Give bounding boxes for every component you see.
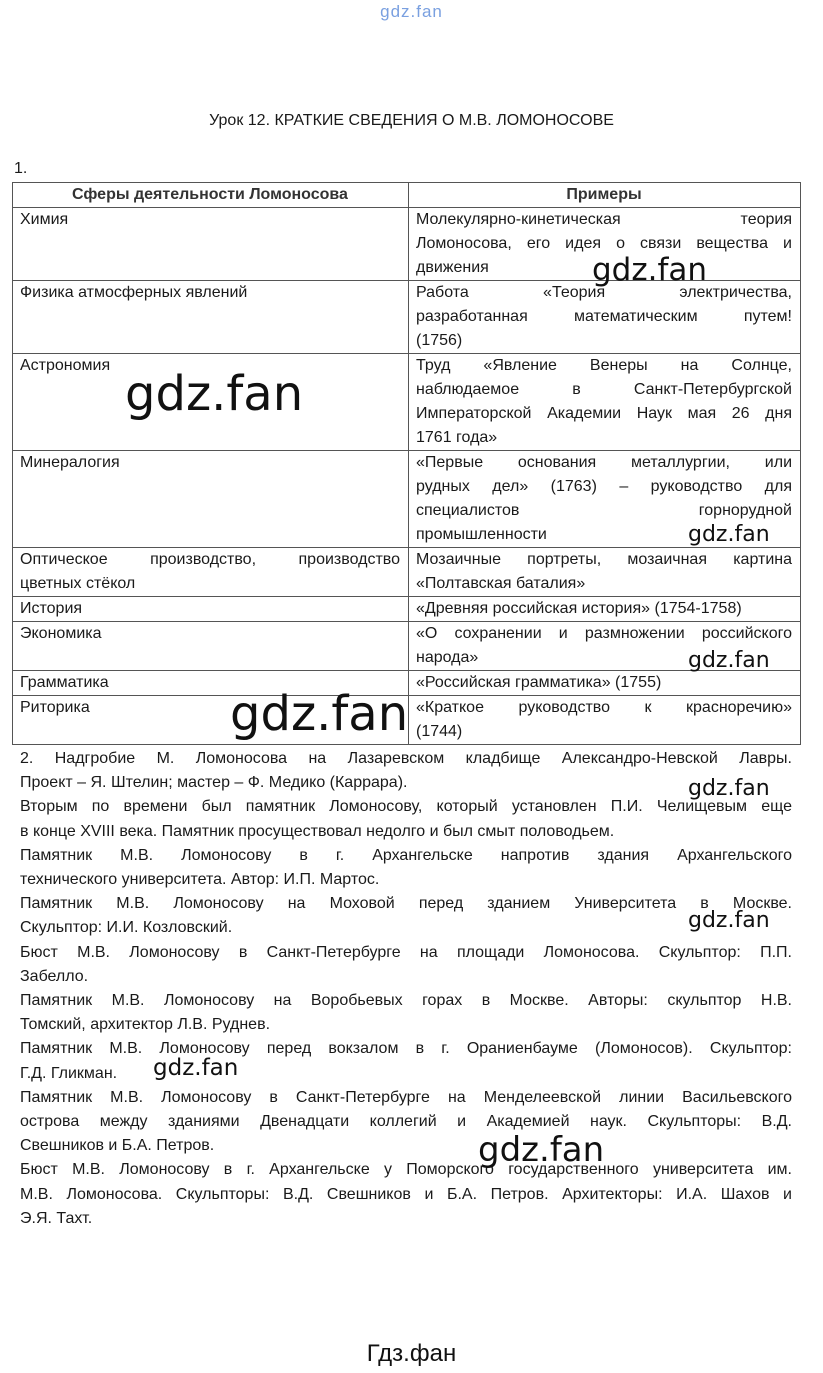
watermark: gdz.fan bbox=[230, 686, 409, 742]
paragraph-line: Г.Д. Гликман. bbox=[20, 1064, 118, 1082]
example-text: Молекулярно-кинетическая теория bbox=[416, 211, 792, 228]
paragraph-line: острова между зданиями Двенадцати коллегий и Академией наук. Скульпторы: В.Д. bbox=[20, 1113, 792, 1131]
example-text: Работа «Теория электричества, bbox=[416, 284, 792, 301]
monument-paragraph bbox=[20, 892, 792, 940]
example-text: специалистов горнорудной bbox=[416, 502, 792, 519]
paragraph-line: Вторым по времени был памятник Ломоносову, который установлен П.И. Челищевым еще bbox=[20, 798, 792, 816]
watermark: gdz.fan bbox=[478, 1130, 605, 1170]
footer-brand: Гдз.фан bbox=[366, 1340, 457, 1367]
example-text: «Древняя российская история» (1754-1758) bbox=[416, 600, 742, 617]
monument-paragraph bbox=[20, 941, 792, 989]
paragraph-line: Бюст М.В. Ломоносову в г. Архангельске у Поморского государственного университета им. bbox=[20, 1161, 792, 1179]
paragraph-line: в конце XVIII века. Памятник просуществовал недолго и был смыт половодьем. bbox=[20, 822, 615, 840]
example-cell bbox=[409, 354, 801, 451]
task-number: 1. bbox=[14, 160, 28, 177]
paragraph-line: 2. Надгробие М. Ломоносова на Лазаревском кладбище Александро-Невской Лавры. bbox=[20, 750, 792, 767]
example-text: промышленности bbox=[416, 526, 547, 543]
sphere-text: Минералогия bbox=[20, 454, 120, 471]
table-row bbox=[13, 597, 801, 622]
watermark: gdz.fan bbox=[688, 908, 770, 933]
top-watermark: gdz.fan bbox=[380, 2, 443, 21]
sphere-text: Оптическое производство, производство bbox=[20, 551, 400, 568]
sphere-text: цветных стёкол bbox=[20, 575, 136, 592]
watermark: gdz.fan bbox=[125, 366, 304, 422]
table-row bbox=[13, 548, 801, 597]
monument-paragraph bbox=[20, 989, 792, 1037]
paragraph-line: технического университета. Автор: И.П. Мартос. bbox=[20, 871, 380, 889]
monuments-text bbox=[20, 747, 792, 1231]
example-text: разработанная математическим путем! bbox=[416, 308, 792, 325]
sphere-cell bbox=[13, 208, 409, 281]
watermark: gdz.fan bbox=[688, 776, 770, 801]
example-text: «Краткое руководство к красноречию» bbox=[416, 699, 792, 716]
paragraph-line: Томский, архитектор Л.В. Руднев. bbox=[20, 1016, 271, 1034]
paragraph-line: Памятник М.В. Ломоносову на Моховой перед зданием Университета в Москве. bbox=[20, 895, 792, 913]
paragraph-line: Забелло. bbox=[20, 967, 89, 985]
example-text: рудных дел» (1763) – руководство для bbox=[416, 478, 792, 495]
paragraph-line: Памятник М.В. Ломоносову на Воробьевых горах в Москве. Авторы: скульптор Н.В. bbox=[20, 992, 792, 1010]
sphere-text: Химия bbox=[20, 211, 69, 228]
sphere-cell bbox=[13, 281, 409, 354]
example-text: Ломоносова, его идея о связи вещества и bbox=[416, 235, 792, 252]
sphere-cell bbox=[13, 548, 409, 597]
monument-paragraph bbox=[20, 1086, 792, 1159]
paragraph-line: Бюст М.В. Ломоносову в Санкт-Петербурге на площади Ломоносова. Скульптор: П.П. bbox=[20, 943, 792, 961]
example-text: Труд «Явление Венеры на Солнце, bbox=[416, 357, 792, 374]
sphere-text: Грамматика bbox=[20, 674, 109, 691]
paragraph-line: Памятник М.В. Ломоносову перед вокзалом в г. Ораниенбауме (Ломоносов). Скульптор: bbox=[20, 1040, 792, 1058]
monument-paragraph bbox=[20, 844, 792, 892]
example-text: движения bbox=[416, 259, 489, 276]
header-examples: Примеры bbox=[409, 183, 801, 208]
sphere-text: История bbox=[20, 600, 83, 617]
table-body bbox=[13, 208, 801, 745]
example-text: Мозаичные портреты, мозаичная картина bbox=[416, 551, 792, 568]
example-text: «О сохранении и размножении российского bbox=[416, 625, 792, 642]
table-row bbox=[13, 451, 801, 548]
paragraph-line: Проект – Я. Штелин; мастер – Ф. Медико (Каррара). bbox=[20, 774, 408, 792]
sphere-text: Физика атмосферных явлений bbox=[20, 284, 248, 301]
example-text: «Российская грамматика» (1755) bbox=[416, 674, 662, 691]
sphere-text: Астрономия bbox=[20, 357, 111, 374]
sphere-cell bbox=[13, 597, 409, 622]
table-row bbox=[13, 622, 801, 671]
monument-paragraph bbox=[20, 747, 792, 795]
monument-paragraph bbox=[20, 1037, 792, 1085]
example-text: (1756) bbox=[416, 332, 463, 349]
example-text: народа» bbox=[416, 649, 479, 666]
example-text: Императорской Академии Наук мая 26 дня bbox=[416, 405, 792, 422]
sphere-cell bbox=[13, 451, 409, 548]
monument-paragraph bbox=[20, 795, 792, 843]
example-cell bbox=[409, 281, 801, 354]
page-title: Урок 12. КРАТКИЕ СВЕДЕНИЯ О М.В. ЛОМОНОСОВЕ bbox=[209, 112, 614, 129]
example-cell bbox=[409, 671, 801, 696]
example-text: «Первые основания металлургии, или bbox=[416, 454, 792, 471]
example-cell bbox=[409, 597, 801, 622]
example-text: наблюдаемое в Санкт-Петербургской bbox=[416, 381, 792, 398]
paragraph-line: Э.Я. Тахт. bbox=[20, 1209, 93, 1227]
sphere-text: Экономика bbox=[20, 625, 102, 642]
sphere-cell bbox=[13, 622, 409, 671]
watermark: gdz.fan bbox=[688, 648, 770, 673]
sphere-text: Риторика bbox=[20, 699, 90, 716]
example-cell bbox=[409, 548, 801, 597]
paragraph-line: Памятник М.В. Ломоносову в г. Архангельске напротив здания Архангельского bbox=[20, 846, 792, 864]
paragraph-line: М.В. Ломоносова. Скульпторы: В.Д. Свешников и Б.А. Петров. Архитекторы: И.А. Шахов и bbox=[20, 1185, 792, 1203]
header-spheres: Сферы деятельности Ломоносова bbox=[13, 183, 409, 208]
example-cell bbox=[409, 696, 801, 745]
watermark: gdz.fan bbox=[592, 252, 708, 288]
table-header-row bbox=[13, 183, 801, 208]
watermark: gdz.fan bbox=[688, 522, 770, 547]
monument-paragraph bbox=[20, 1158, 792, 1231]
example-text: 1761 года» bbox=[416, 429, 498, 446]
example-text: (1744) bbox=[416, 723, 463, 740]
paragraph-line: Памятник М.В. Ломоносову в Санкт-Петербурге на Менделеевской линии Васильевского bbox=[20, 1088, 792, 1106]
watermark: gdz.fan bbox=[153, 1055, 239, 1081]
table-row bbox=[13, 281, 801, 354]
paragraph-line: Скульптор: И.И. Козловский. bbox=[20, 919, 233, 937]
example-text: «Полтавская баталия» bbox=[416, 575, 586, 592]
paragraph-line: Свешников и Б.А. Петров. bbox=[20, 1137, 215, 1155]
